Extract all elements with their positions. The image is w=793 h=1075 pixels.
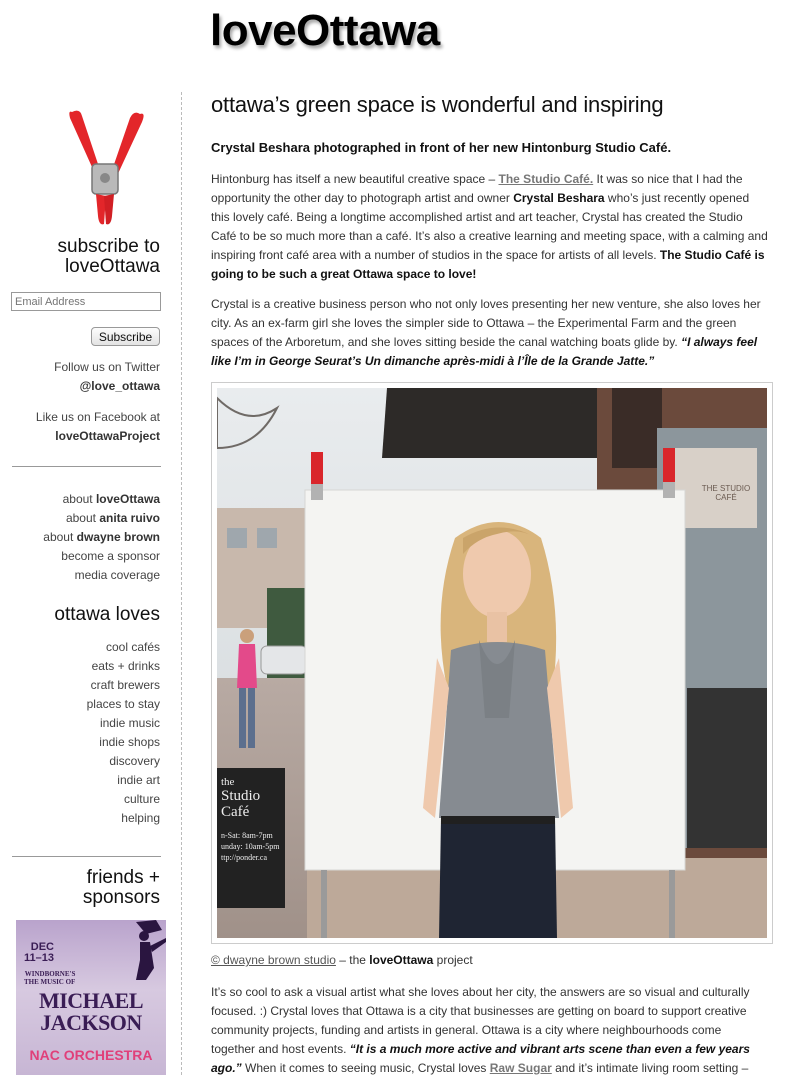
twitter-handle-link[interactable]: @love_ottawa (79, 379, 160, 393)
twitter-follow: Follow us on Twitter @love_ottawa (54, 360, 160, 393)
sidebar-divider (12, 466, 161, 467)
post-paragraph-1: Hintonburg has itself a new beautiful creative space – The Studio Café. It was so nice that I had the opportunity the other day to photograph artist and owner Crystal Beshara who’s just recently opened this lovely café. Being a longtime accomplished artist and art teacher, Crystal has created the Studio Café to be so much more than a café. It’s also a creative learning and meeting space, with a calming and inspiring front café area with a number of studios in the space for artists of all levels. The Studio Café is going to be such a great Ottawa space to love! (211, 172, 768, 281)
post-subtitle: Crystal Beshara photographed in front of her new Hintonburg Studio Café. (211, 140, 672, 155)
raw-sugar-link[interactable]: Raw Sugar (489, 1061, 552, 1075)
about-anita-ruivo-link[interactable]: about anita ruivo (65, 511, 160, 525)
chalkboard-sign: the Studio Café n-Sat: 8am-7pm unday: 10am-5pm ttp://ponder.ca (221, 776, 280, 862)
subscribe-button[interactable]: Subscribe (91, 327, 160, 346)
post-title[interactable]: ottawa’s green space is wonderful and inspiring (211, 92, 664, 117)
facebook-page-link[interactable]: loveOttawaProject (55, 429, 160, 443)
loves-item-indie-shops[interactable]: indie shops (99, 735, 160, 749)
loves-item-indie-art[interactable]: indie art (117, 773, 160, 787)
ottawa-loves-menu (87, 638, 160, 828)
loves-item-craft-brewers[interactable]: craft brewers (90, 678, 160, 692)
ad-subtitle: WINDBORNE'S THE MUSIC OF (24, 970, 76, 986)
facebook-like: Like us on Facebook at loveOttawaProject (35, 410, 160, 443)
media-coverage-link[interactable]: media coverage (74, 568, 160, 582)
about-menu (43, 490, 160, 585)
loves-item-indie-music[interactable]: indie music (99, 716, 160, 730)
loves-item-helping[interactable]: helping (121, 811, 160, 825)
post-content (211, 92, 771, 1075)
ad-footer: NAC ORCHESTRA (29, 1047, 153, 1063)
cafe-photo-illustration (217, 388, 767, 938)
red-clamp-logo-icon[interactable] (60, 104, 150, 234)
sidebar-divider (12, 856, 161, 857)
window-sign: THE STUDIO CAFÉ (701, 484, 751, 502)
post-photo-frame (211, 382, 773, 944)
become-sponsor-link[interactable]: become a sponsor (61, 549, 160, 563)
photo-caption: © dwayne brown studio – the loveOttawa project (211, 953, 473, 967)
friends-sponsors-title: friends + sponsors (82, 867, 160, 908)
ottawa-loves-title: ottawa loves (54, 604, 160, 625)
loves-item-cool-cafes[interactable]: cool cafés (105, 640, 160, 654)
ad-date: DEC 11–13 (24, 941, 54, 964)
site-title[interactable]: loveOttawa (210, 6, 440, 55)
crystal-beshara-photo[interactable] (217, 388, 767, 938)
studio-cafe-link[interactable]: The Studio Café. (498, 172, 594, 186)
loves-item-discovery[interactable]: discovery (109, 754, 160, 768)
loves-item-eats-drinks[interactable]: eats + drinks (91, 659, 160, 673)
column-separator (181, 92, 182, 1075)
about-loveottawa-link[interactable]: about loveOttawa (62, 492, 160, 506)
loves-item-culture[interactable]: culture (123, 792, 160, 806)
subscribe-title: subscribe to loveOttawa (57, 236, 160, 277)
loves-item-places-to-stay[interactable]: places to stay (86, 697, 160, 711)
dancer-silhouette-icon (106, 920, 166, 980)
ad-headline: MICHAEL JACKSON (38, 988, 144, 1035)
michael-jackson-nac-ad[interactable] (16, 920, 166, 1075)
post-paragraph-2: Crystal is a creative business person who not only loves presenting her new venture, she also loves her city. As an ex-farm girl she loves the simpler side to Ottawa – the Experimental Farm and the green spaces of the Arboretum, and she loves sitting beside the canal watching boats glide by. “I always feel like I’m in George Seurat’s Un dimanche après-midi à l’Île de la Grande Jatte.” (211, 297, 761, 368)
email-address-input[interactable] (11, 292, 161, 311)
post-paragraph-3: It’s so cool to ask a visual artist what she loves about her city, the answers are so visual and culturally focused. :) Crystal loves that Ottawa is a city that businesses are getting on board to support creative community projects, funding and artists in general. Ottawa is a city where neighbourhoods come together and host events. “It is a much more active and vibrant arts scene than even a few years ago.” When it comes to seeing music, Crystal loves Raw Sugar and it’s intimate living room setting – (211, 985, 750, 1075)
dwayne-brown-studio-link[interactable]: © dwayne brown studio (211, 953, 336, 967)
about-dwayne-brown-link[interactable]: about dwayne brown (43, 530, 160, 544)
